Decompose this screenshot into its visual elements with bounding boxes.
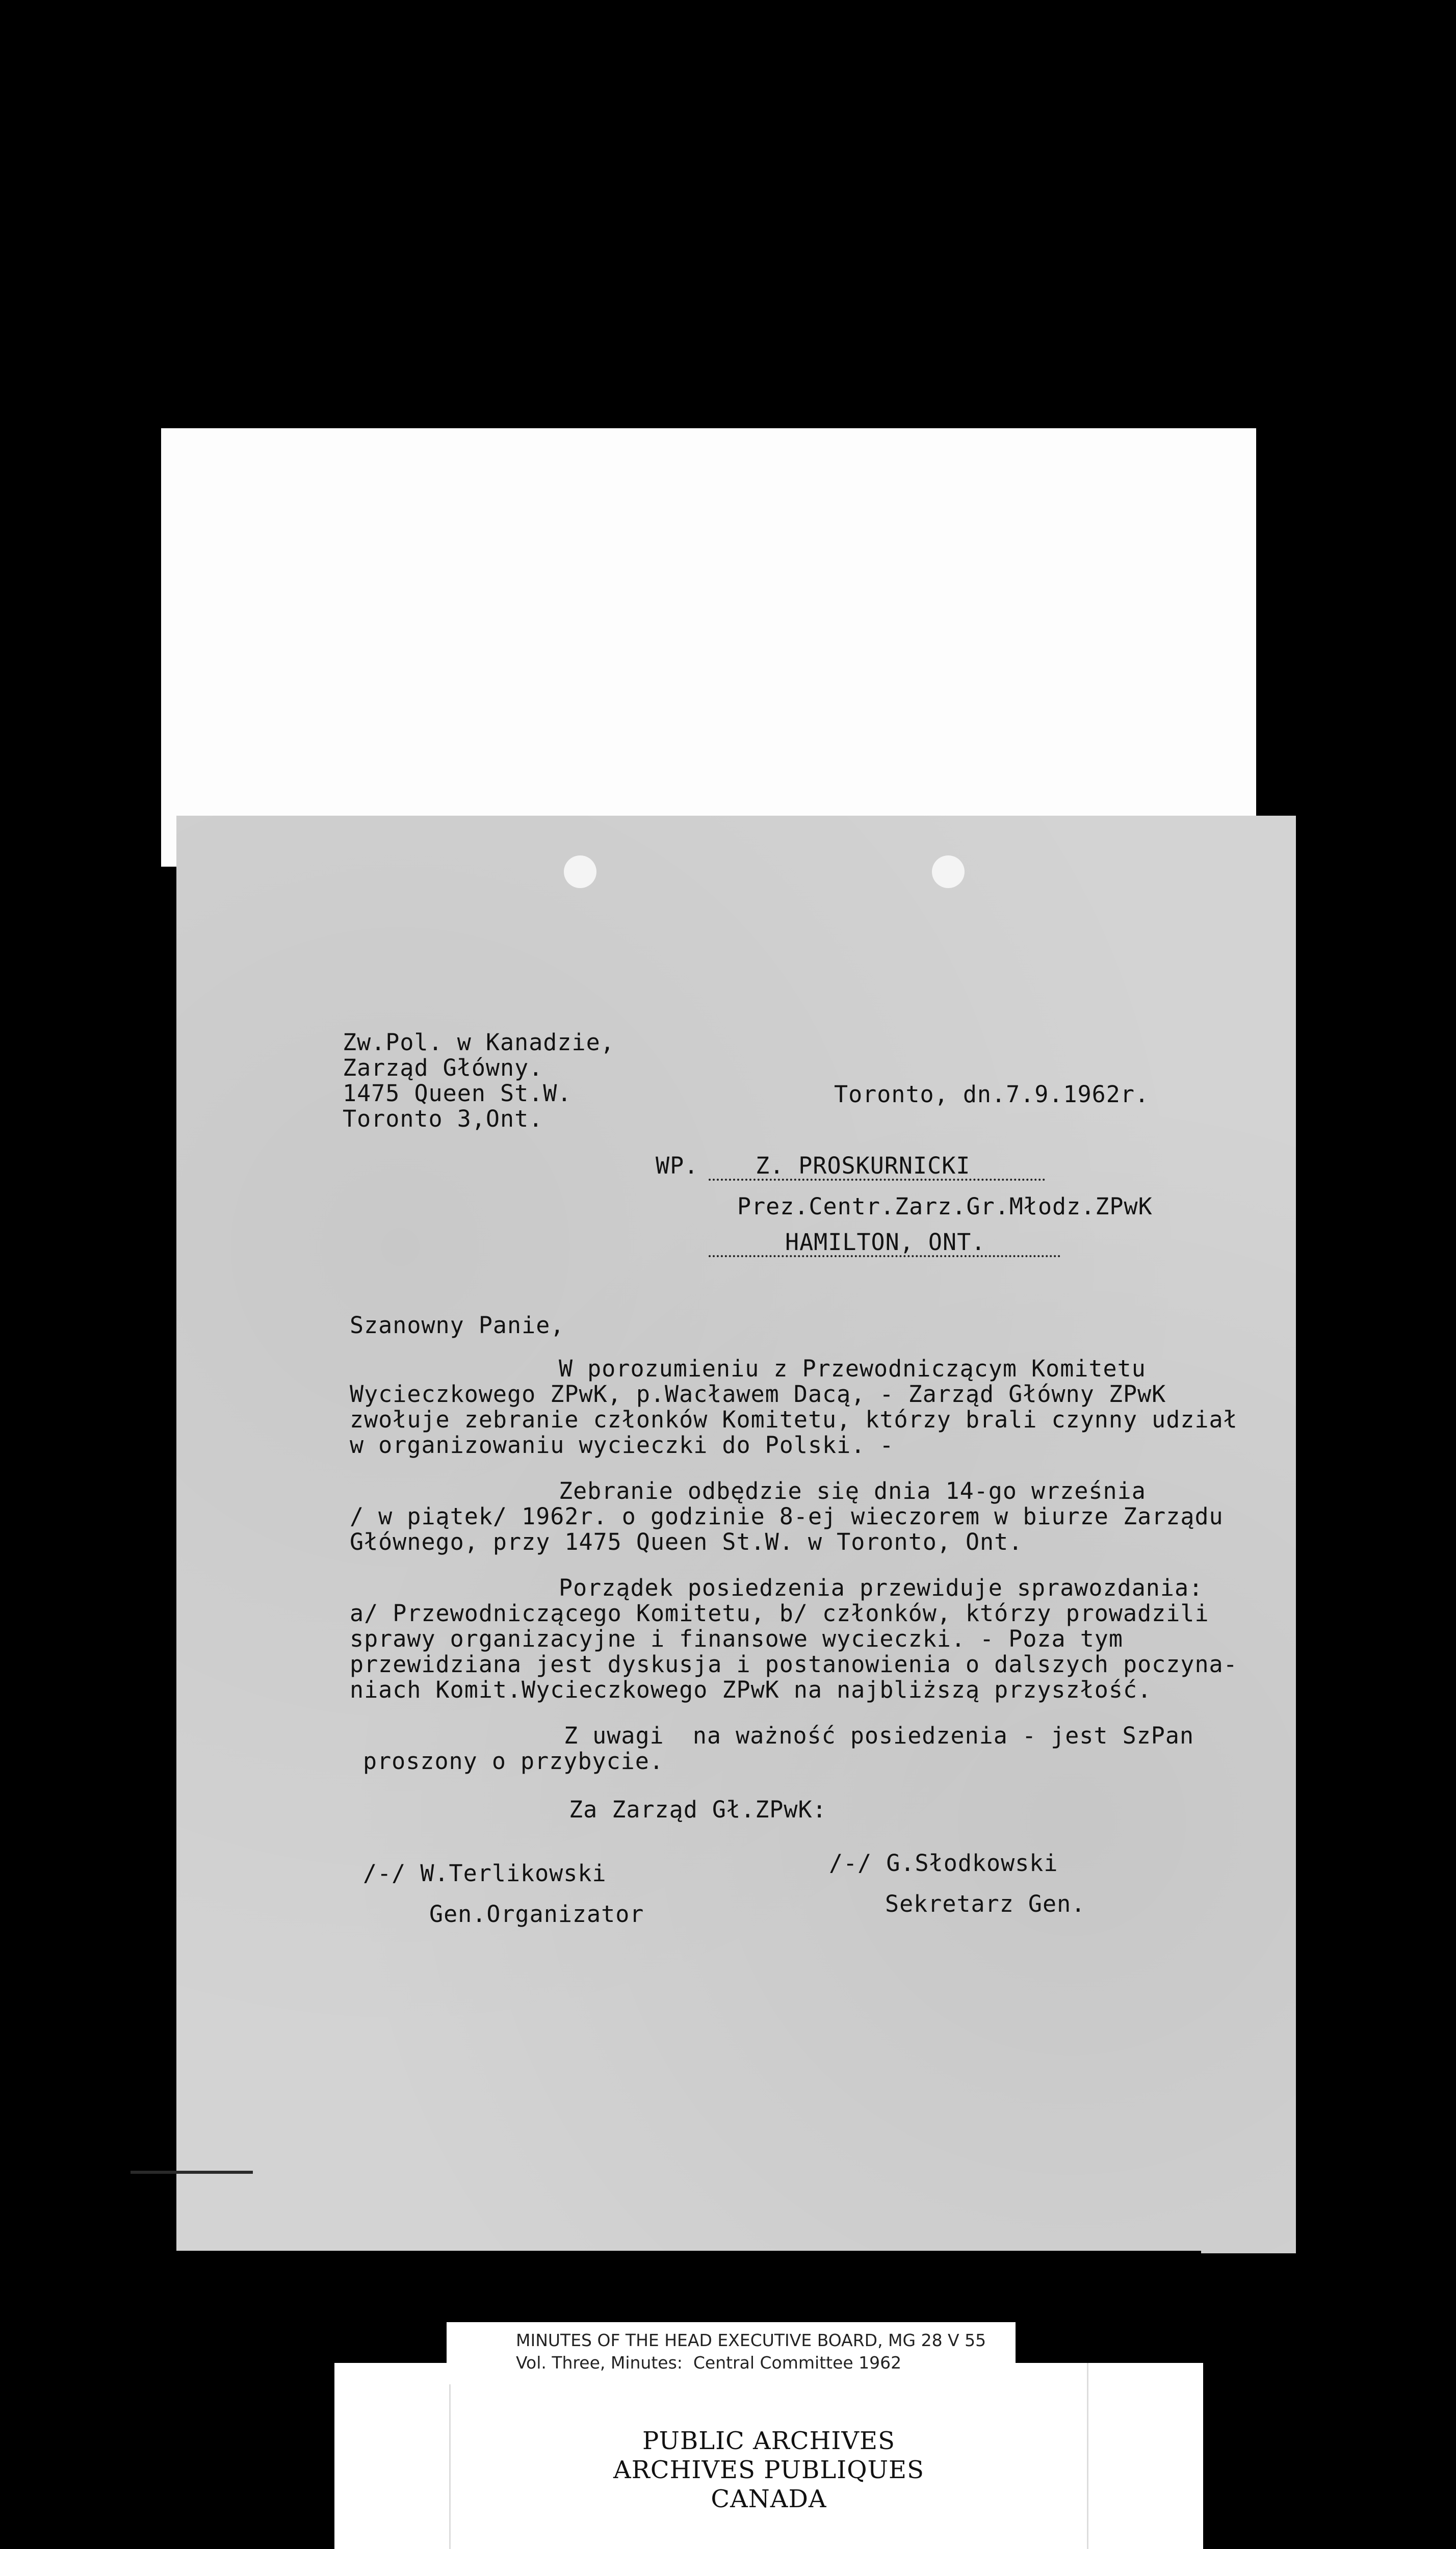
film-border-stripe <box>131 2251 1201 2302</box>
punch-hole-left <box>564 855 596 888</box>
archive-stamp-frame <box>334 2363 1203 2549</box>
paragraph-3-line-4: przewidziana jest dyskusja i postanowienia o dalszych poczyna- <box>350 1651 1238 1678</box>
paragraph-2-line-2: / w piątek/ 1962r. o godzinie 8-ej wieczorem w biurze Zarządu <box>350 1503 1224 1530</box>
paragraph-4-line-1: Z uwagi na ważność posiedzenia - jest SzPan <box>564 1722 1194 1749</box>
paragraph-1-line-4: w organizowaniu wycieczki do Polski. - <box>350 1432 894 1459</box>
signer-left-title: Gen.Organizator <box>429 1901 644 1928</box>
closing: Za Zarząd Gł.ZPwK: <box>569 1796 827 1823</box>
signer-right-name: /-/ G.Słodkowski <box>829 1850 1058 1877</box>
archive-label-line-1: MINUTES OF THE HEAD EXECUTIVE BOARD, MG 28 V 55 <box>516 2330 986 2350</box>
paragraph-1-line-3: zwołuje zebranie członków Komitetu, którzy brali czynny udział <box>350 1406 1238 1433</box>
paragraph-3-line-3: sprawy organizacyjne i finansowe wycieczki. - Poza tym <box>350 1625 1123 1652</box>
recipient-city-text: HAMILTON, ONT. <box>785 1229 986 1256</box>
paragraph-2-line-3: Głównego, przy 1475 Queen St.W. w Toronto, Ont. <box>350 1528 1023 1555</box>
archive-stamp-line-3: CANADA <box>711 2485 827 2513</box>
recipient-city <box>709 1230 1060 1257</box>
archive-stamp-line-2: ARCHIVES PUBLIQUES <box>613 2456 924 2484</box>
signer-right-title: Sekretarz Gen. <box>885 1890 1086 1917</box>
punch-hole-right <box>932 855 965 888</box>
paragraph-3-line-2: a/ Przewodniczącego Komitetu, b/ członków, którzy prowadzili <box>350 1600 1209 1627</box>
paragraph-4-line-2: proszony o przybycie. <box>363 1748 664 1775</box>
paragraph-3-line-5: niach Komit.Wycieczkowego ZPwK na najbliższą przyszłość. <box>350 1676 1152 1703</box>
recipient-name <box>709 1153 1045 1181</box>
sender-line-3: 1475 Queen St.W. <box>343 1080 572 1107</box>
sender-line-2: Zarząd Główny. <box>343 1054 543 1081</box>
archive-reference-label <box>447 2322 1016 2384</box>
archive-stamp <box>449 2363 1088 2549</box>
signer-left-name: /-/ W.Terlikowski <box>363 1860 607 1887</box>
archive-label-line-2: Vol. Three, Minutes: Central Committee 1962 <box>516 2353 902 2373</box>
film-mark <box>131 2171 253 2174</box>
sender-line-1: Zw.Pol. w Kanadzie, <box>343 1029 615 1056</box>
salutation: Szanowny Panie, <box>350 1312 565 1339</box>
recipient-name-text: Z. PROSKURNICKI <box>756 1152 971 1179</box>
paragraph-2-line-1: Zebranie odbędzie się dnia 14-go września <box>559 1477 1146 1504</box>
paragraph-1-line-1: W porozumieniu z Przewodniczącym Komitetu <box>559 1355 1146 1382</box>
paragraph-1-line-2: Wycieczkowego ZPwK, p.Wacławem Dacą, - Zarząd Główny ZPwK <box>350 1381 1166 1408</box>
blank-backing-sheet <box>161 428 1256 867</box>
sender-line-4: Toronto 3,Ont. <box>343 1105 543 1132</box>
recipient-prefix: WP. <box>656 1152 699 1179</box>
recipient-role: Prez.Centr.Zarz.Gr.Młodz.ZPwK <box>737 1193 1153 1220</box>
archive-stamp-line-1: PUBLIC ARCHIVES <box>642 2427 895 2455</box>
letter-page <box>176 816 1296 2253</box>
paragraph-3-line-1: Porządek posiedzenia przewiduje sprawozdania: <box>559 1574 1204 1601</box>
place-date: Toronto, dn.7.9.1962r. <box>834 1081 1150 1108</box>
